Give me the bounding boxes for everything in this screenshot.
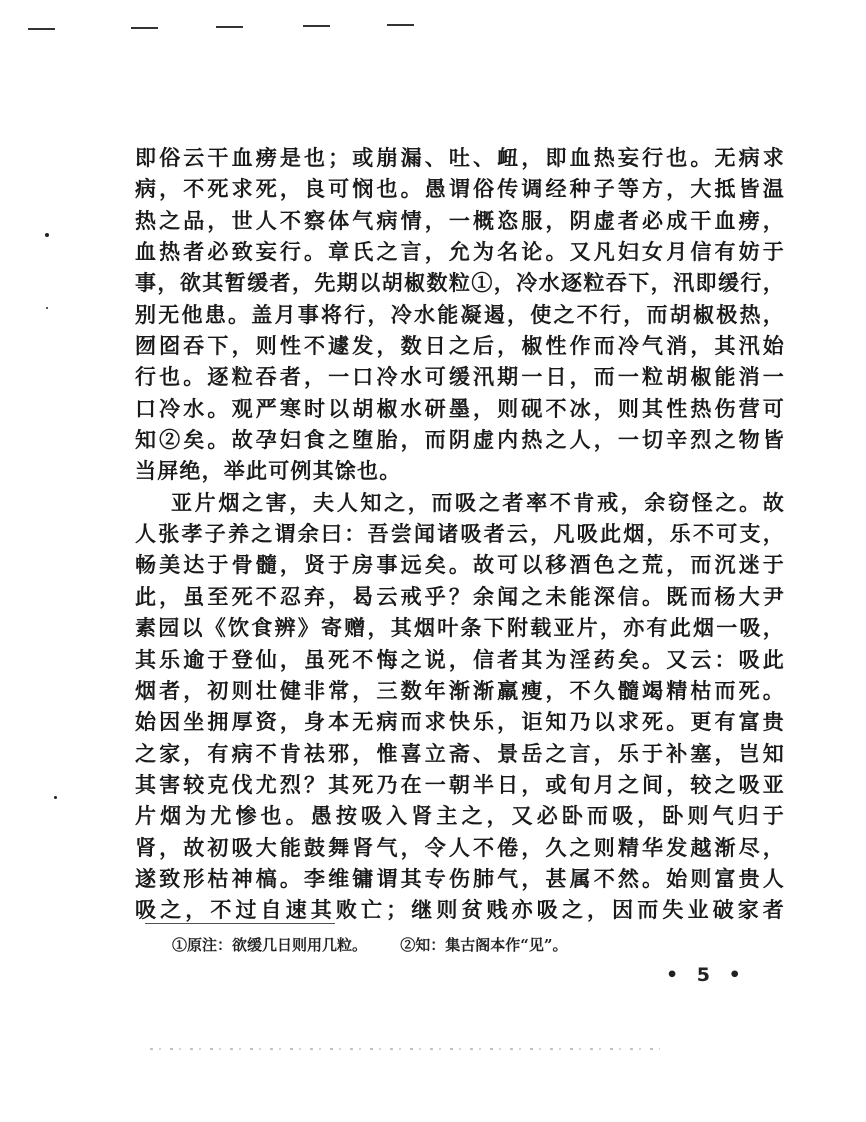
footnote-1: ①原注：欲缓几日则用几粒。 — [172, 936, 368, 954]
text-line: 片烟为尤惨也。愚按吸入肾主之，又必卧而吸，卧则气归于 — [135, 803, 785, 829]
text-line: 囫囵吞下，则性不遽发，数日之后，椒性作而冷气消，其汛始 — [135, 333, 785, 359]
header-rule — [131, 27, 158, 29]
text-line: 热之品，世人不察体气病情，一概恣服，阴虚者必成干血痨， — [135, 207, 785, 233]
header-rule — [28, 28, 55, 30]
text-line: 其害较克伐尤烈？其死乃在一朝半日，或旬月之间，较之吸亚 — [135, 771, 785, 797]
scan-noise — [150, 1048, 660, 1050]
text-line-paragraph-end: 当屏绝，举此可例其馀也。 — [135, 458, 402, 484]
margin-speck — [54, 796, 57, 799]
text-line: 烟者，初则壮健非常，三数年渐渐羸瘦，不久髓竭精枯而死。 — [135, 677, 785, 703]
text-line: 行也。逐粒吞者，一口冷水可缓汛期一日，而一粒胡椒能消一 — [135, 364, 785, 390]
text-line: 畅美达于骨髓，贤于房事远矣。故可以移酒色之荒，而沉迷于 — [135, 552, 785, 578]
footnote-divider — [145, 923, 335, 924]
text-line: 事，欲其暂缓者，先期以胡椒数粒①，冷水逐粒吞下，汛即缓行， — [135, 270, 785, 296]
text-line: 别无他患。盖月事将行，冷水能凝遏，使之不行，而胡椒极热， — [135, 301, 785, 327]
header-rule — [216, 26, 243, 28]
text-line: 口冷水。观严寒时以胡椒水研墨，则砚不冰，则其性热伤营可 — [135, 395, 785, 421]
text-line: 知②矣。故孕妇食之堕胎，而阴虚内热之人，一切辛烈之物皆 — [135, 427, 785, 453]
page-number: • 5 • — [666, 964, 747, 986]
text-line: 之家，有病不肯祛邪，惟喜立斋、景岳之言，乐于补塞，岂知 — [135, 740, 785, 766]
text-line: 肾，故初吸大能鼓舞肾气，令人不倦，久之则精华发越渐尽， — [135, 834, 785, 860]
text-line: 素园以《饮食辨》寄赠，其烟叶条下附载亚片，亦有此烟一吸， — [135, 615, 785, 641]
footnotes — [172, 934, 568, 955]
text-line-paragraph-start: 亚片烟之害，夫人知之，而吸之者率不肯戒，余窃怪之。故 — [171, 489, 785, 515]
body-text — [135, 142, 785, 926]
text-line: 人张孝子养之谓余曰：吾尝闻诸吸者云，凡吸此烟，乐不可支， — [135, 521, 785, 547]
margin-speck — [45, 233, 49, 237]
margin-speck — [46, 307, 48, 309]
header-rule — [387, 24, 414, 26]
text-line: 此，虽至死不忍弃，曷云戒乎？余闻之未能深信。既而杨大尹 — [135, 583, 785, 609]
text-line: 血热者必致妄行。章氏之言，允为名论。又凡妇女月信有妨于 — [135, 239, 785, 265]
header-rule — [303, 25, 330, 27]
text-line: 遂致形枯神槁。李维镛谓其专伤肺气，甚属不然。始则富贵人 — [135, 865, 785, 891]
text-line: 即俗云干血痨是也；或崩漏、吐、衄，即血热妄行也。无病求 — [135, 145, 785, 170]
text-line: 其乐逾于登仙，虽死不悔之说，信者其为淫药矣。又云：吸此 — [135, 646, 785, 672]
text-line: 吸之，不过自速其败亡；继则贫贱亦吸之，因而失业破家者 — [135, 897, 785, 923]
text-line: 始因坐拥厚资，身本无病而求快乐，讵知乃以求死。更有富贵 — [135, 709, 785, 735]
text-line: 病，不死求死，良可悯也。愚谓俗传调经种子等方，大抵皆温 — [135, 176, 785, 202]
footnote-2: ②知：集古阁本作“见”。 — [400, 936, 568, 954]
